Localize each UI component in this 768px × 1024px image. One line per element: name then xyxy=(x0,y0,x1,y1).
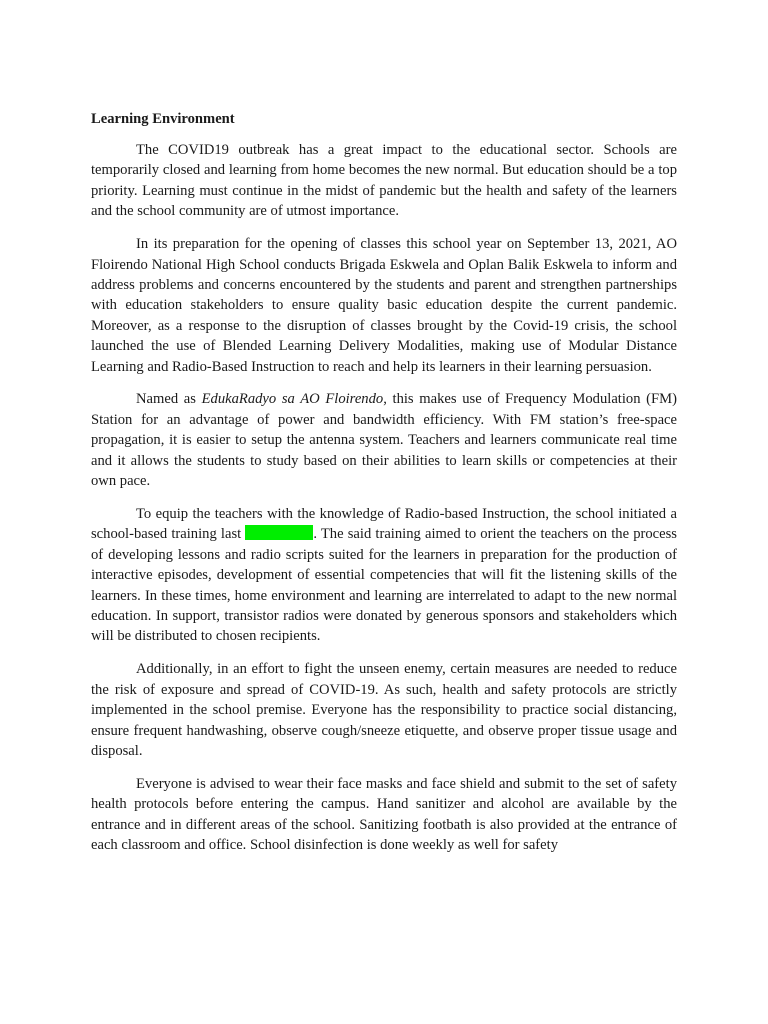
section-heading: Learning Environment xyxy=(91,111,235,127)
paragraph-training-body: . The said training aimed to orient the teachers on the process of developing lessons and radio scripts suited for the learners in preparation for the production of interactive episodes, development of essential competencies that will fit the listening skills of the learners. In these times, home environment and learning are interrelated to adapt to the new normal education. In support, transistor radios were donated by generous sponsors and stakeholders which will be distributed to chosen recipients. xyxy=(91,526,677,645)
paragraph-school-preparation: In its preparation for the opening of classes this school year on September 13, 2021, AO Floirendo National High School conducts Brigada Eskwela and Oplan Balik Eskwela to inform and address problems and concerns encountered by the students and parent and strengthen partnerships with education stakeholders to ensure quality basic education despite the current pandemic. Moreover, as a response to the disruption of classes brought by the Covid-19 crisis, the school launched the use of Blended Learning Delivery Modalities, making use of Modular Distance Learning and Radio-Based Instruction to reach and help its learners in their learning persuasion. xyxy=(91,236,677,375)
paragraph-teacher-training xyxy=(91,504,677,647)
highlighted-blank xyxy=(245,525,313,540)
radio-station-name: EdukaRadyo sa AO Floirendo xyxy=(201,391,384,408)
paragraph-health-protocols: Additionally, in an effort to fight the unseen enemy, certain measures are needed to reduce the risk of exposure and spread of COVID-19. As such, health and safety protocols are strictly implemented in the school premise. Everyone has the responsibility to practice social distancing, ensure frequent handwashing, observe cough/sneeze etiquette, and observe proper tissue usage and disposal. xyxy=(91,661,677,759)
paragraph-training-intro: To equip the teachers with the knowledge of Radio-based Instruction, the school initiated a school-based training last xyxy=(91,506,677,543)
paragraph-edukaradyo-body: , this makes use of Frequency Modulation (FM) Station for an advantage of power and bandwidth efficiency. With FM station’s free-space propagation, it is easier to setup the antenna system. Teachers and learners communicate real time and it allows the students to study based on their abilities to learn skills or competencies at their own pace. xyxy=(91,391,677,490)
paragraph-edukaradyo xyxy=(91,389,677,491)
paragraph-safety-measures: Everyone is advised to wear their face masks and face shield and submit to the set of safety health protocols before entering the campus. Hand sanitizer and alcohol are available by the entrance and in different areas of the school. Sanitizing footbath is also provided at the entrance of each classroom and office. School disinfection is done weekly as well for safety xyxy=(91,775,677,854)
paragraph-edukaradyo-intro: Named as xyxy=(136,391,202,408)
paragraph-covid-impact: The COVID19 outbreak has a great impact to the educational sector. Schools are temporarily closed and learning from home becomes the new normal. But education should be a top priority. Learning must continue in the midst of pandemic but the health and safety of the learners and the school community are of utmost importance. xyxy=(91,142,677,220)
document-page xyxy=(91,109,677,868)
